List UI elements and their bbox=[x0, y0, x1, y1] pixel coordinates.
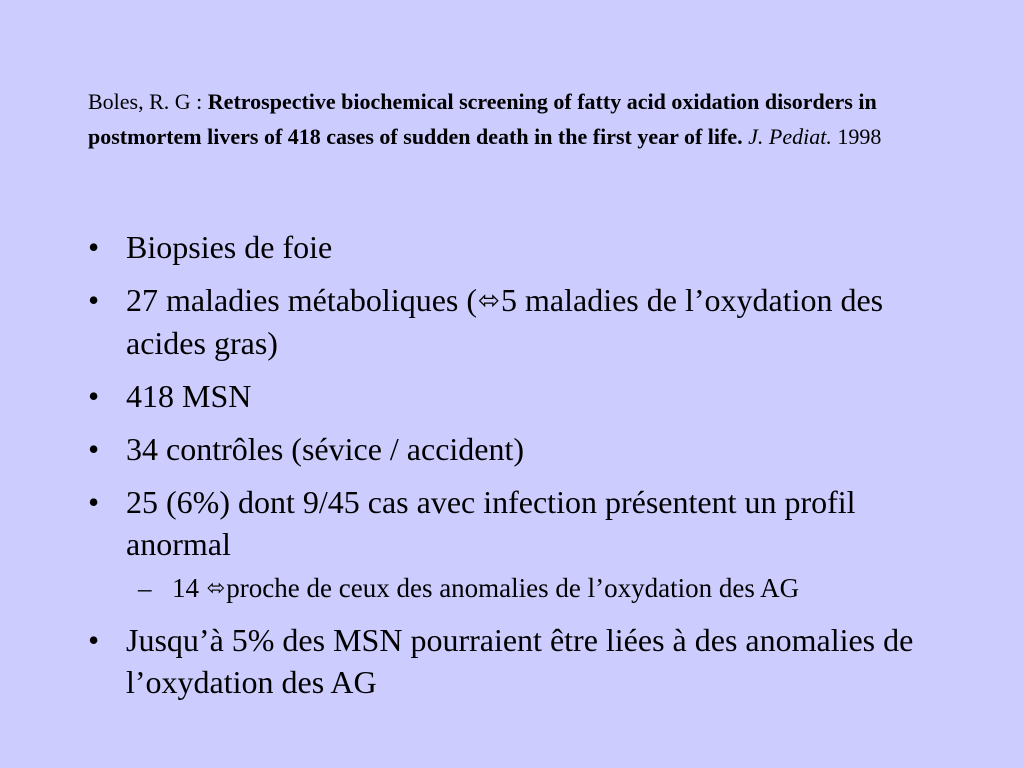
list-item bbox=[88, 428, 958, 470]
reference-article-title: Retrospective biochemical screening of fatty acid oxidation disorders in postmortem livers of 418 cases of sudden death in the first year of life. bbox=[88, 89, 877, 149]
reference-journal: J. Pediat. bbox=[748, 124, 832, 149]
bullet-text: Jusqu’à 5% des MSN pourraient être liées à des anomalies de l’oxydation des AG bbox=[126, 622, 914, 700]
bullet-text: 418 MSN bbox=[126, 378, 252, 414]
bullet-marker: • bbox=[88, 229, 100, 265]
sub-bullet-text: proche de ceux des anomalies de l’oxydation des AG bbox=[226, 573, 800, 603]
bullet-list bbox=[88, 226, 958, 714]
list-item bbox=[88, 619, 958, 703]
sub-bullet-marker: – bbox=[138, 573, 152, 603]
list-item bbox=[88, 375, 958, 417]
list-item bbox=[88, 279, 958, 364]
reference-author: Boles, R. G : bbox=[88, 89, 208, 114]
sub-list-item bbox=[88, 570, 958, 606]
bullet-text: 27 maladies métaboliques ( bbox=[126, 282, 478, 318]
bullet-marker: • bbox=[88, 378, 100, 414]
bullet-text: 34 contrôles (sévice / accident) bbox=[126, 431, 525, 467]
list-item bbox=[88, 226, 958, 268]
reference-title bbox=[88, 84, 948, 154]
bullet-marker: • bbox=[88, 431, 100, 467]
bullet-text: Biopsies de foie bbox=[126, 229, 333, 265]
bullet-text: 5 maladies de l’oxydation des acides gras) bbox=[126, 282, 884, 361]
list-item bbox=[88, 481, 958, 565]
bullet-marker: • bbox=[88, 282, 100, 318]
left-right-arrow-icon: ⬄ bbox=[478, 286, 500, 316]
bullet-marker: • bbox=[88, 622, 100, 658]
bullet-marker: • bbox=[88, 484, 100, 520]
sub-bullet-text: 14 bbox=[172, 573, 206, 603]
reference-year: 1998 bbox=[831, 124, 882, 149]
left-right-arrow-icon: ⬄ bbox=[206, 575, 226, 601]
bullet-text: 25 (6%) dont 9/45 cas avec infection présentent un profil anormal bbox=[126, 484, 856, 562]
